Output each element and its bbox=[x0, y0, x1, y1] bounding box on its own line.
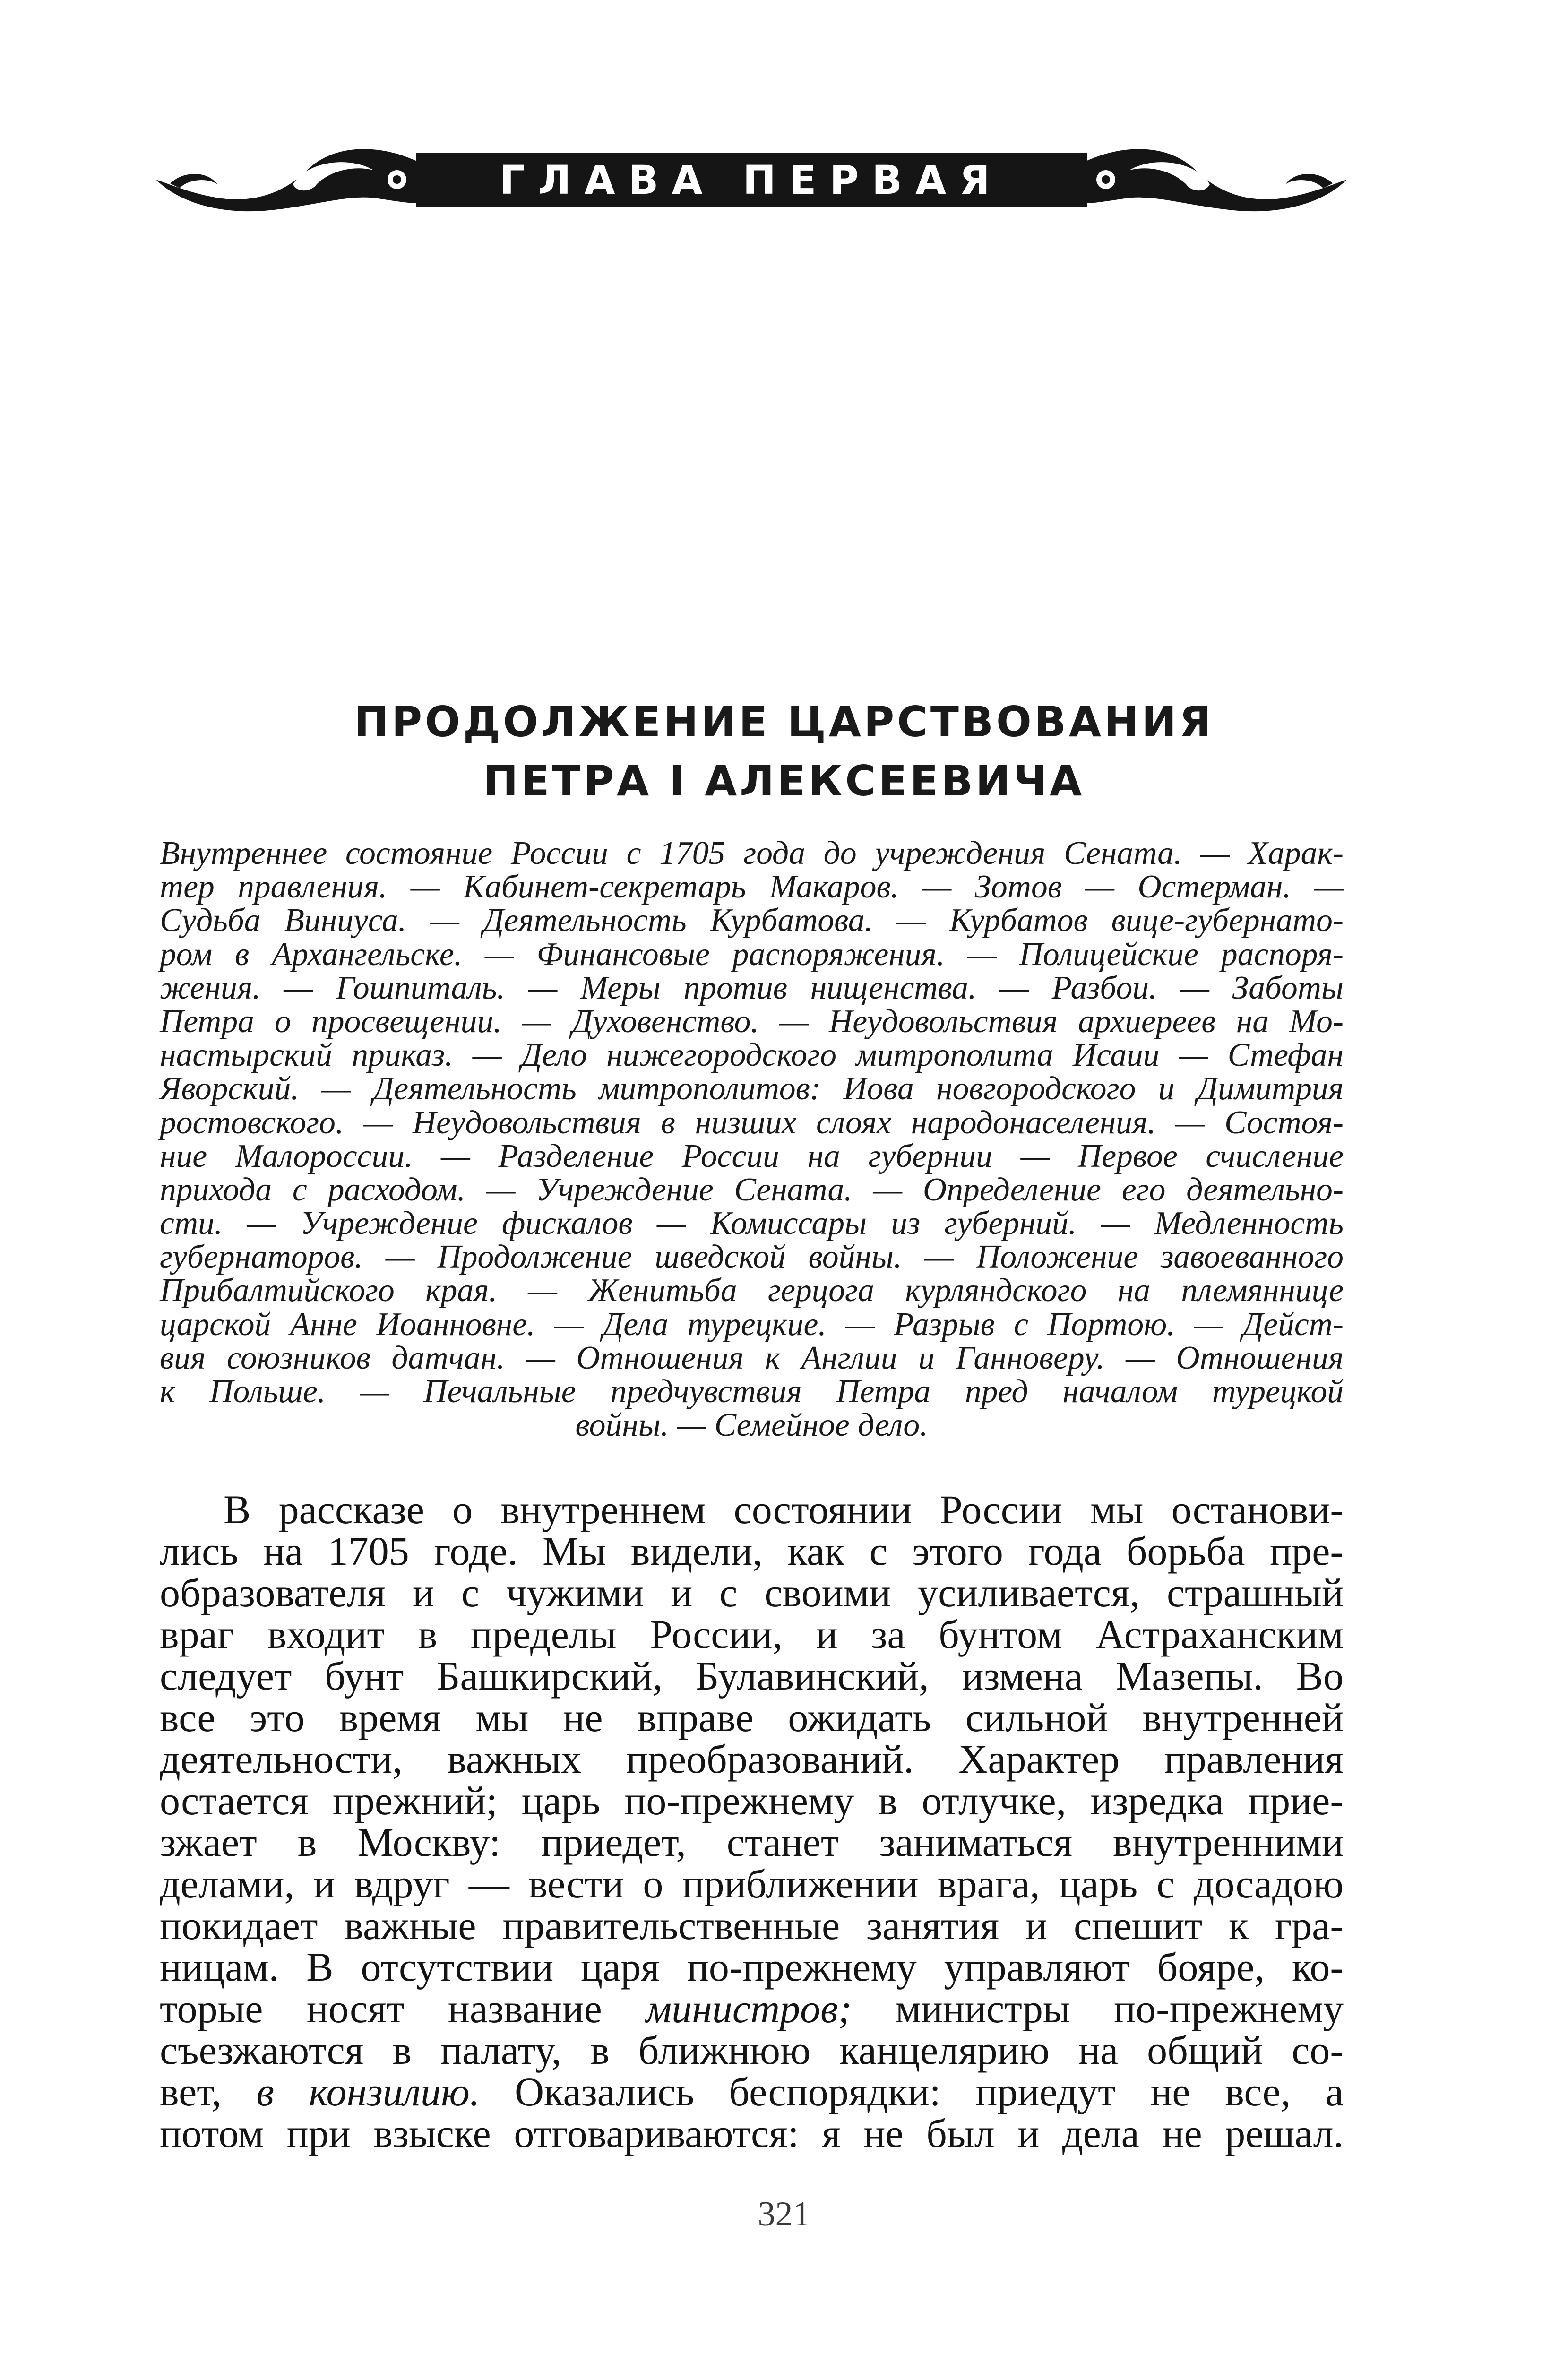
synopsis-line: Прибалтийского края. — Женитьба герцога курляндского на племяннице bbox=[160, 1272, 1344, 1309]
synopsis-line: ром в Архангельске. — Финансовые распоряжения. — Полицейские распоря- bbox=[160, 936, 1344, 973]
synopsis-line: Судьба Виниуса. — Деятельность Курбатова. — Курбатов вице-губернато- bbox=[160, 902, 1344, 939]
body-line: следует бунт Башкирский, Булавинский, измена Мазепы. Во bbox=[160, 1653, 1344, 1699]
body-line: образователя и с чужими и с своими усиливается, страшный bbox=[160, 1570, 1344, 1615]
body-paragraph bbox=[160, 1489, 1344, 2154]
synopsis-line: царской Анне Иоанновне. — Дела турецкие. — Разрыв с Портою. — Дейст- bbox=[160, 1306, 1344, 1343]
body-line: зжает в Москву: приедет, станет заниматься внутренними bbox=[160, 1820, 1344, 1865]
synopsis-line: войны. — Семейное дело. bbox=[575, 1407, 928, 1444]
synopsis-line: ростовского. — Неудовольствия в низших слоях народонаселения. — Состоя- bbox=[160, 1104, 1344, 1141]
synopsis-line: Петра о просвещении. — Духовенство. — Неудовольствия архиереев на Мо- bbox=[160, 1003, 1344, 1040]
body-text-run: торые носят название bbox=[160, 1986, 646, 2031]
body-text-run: вет, bbox=[160, 2069, 257, 2114]
body-line bbox=[160, 1988, 1344, 2029]
synopsis-line: Внутреннее состояние России с 1705 года до учреждения Сената. — Харак- bbox=[160, 835, 1344, 871]
chapter-title-line: ПЕТРА I АЛЕКСЕЕВИЧА bbox=[483, 757, 1085, 805]
chapter-title-line: ПРОДОЛЖЕНИЕ ЦАРСТВОВАНИЯ bbox=[353, 698, 1215, 746]
synopsis-line: вия союзников датчан. — Отношения к Англии и Ганноверу. — Отношения bbox=[160, 1339, 1344, 1376]
body-line: В рассказе о внутреннем состоянии России мы останови- bbox=[224, 1487, 1344, 1532]
chapter-heading: ГЛАВА ПЕРВАЯ bbox=[500, 157, 1003, 203]
body-line: лись на 1705 годе. Мы видели, как с этого года борьба пре- bbox=[160, 1528, 1344, 1574]
body-line: покидает важные правительственные занятия и спешит к гра- bbox=[160, 1903, 1344, 1948]
body-text-run: Оказались беспорядки: приедут не все, а bbox=[480, 2069, 1344, 2114]
body-line: враг входит в пределы России, и за бунтом Астраханским bbox=[160, 1612, 1344, 1657]
chapter-title bbox=[0, 692, 1568, 811]
synopsis-line: тер правления. — Кабинет-секретарь Макаров. — Зотов — Остерман. — bbox=[160, 869, 1344, 906]
body-line: делами, и вдруг — вести о приближении врага, царь с досадою bbox=[160, 1861, 1344, 1906]
body-line: деятельности, важных преобразований. Характер правления bbox=[160, 1736, 1344, 1782]
synopsis-line: губернаторов. — Продолжение шведской войны. — Положение завоеванного bbox=[160, 1239, 1344, 1276]
body-line bbox=[160, 2071, 1344, 2113]
synopsis-line: ние Малороссии. — Разделение России на губернии — Первое счисление bbox=[160, 1138, 1344, 1174]
synopsis-line: прихода с расходом. — Учреждение Сената. — Определение его деятельно- bbox=[160, 1171, 1344, 1208]
page-number: 321 bbox=[758, 2195, 810, 2234]
body-line: съезжаются в палату, в ближнюю канцелярию на общий со- bbox=[160, 2027, 1344, 2073]
chapter-synopsis bbox=[160, 837, 1344, 1442]
synopsis-line: сти. — Учреждение фискалов — Комиссары из губерний. — Медленность bbox=[160, 1205, 1344, 1242]
body-line: все это время мы не вправе ожидать сильной внутренней bbox=[160, 1695, 1344, 1740]
chapter-banner bbox=[151, 132, 1352, 227]
emphasized-term: министров; bbox=[646, 1986, 852, 2031]
synopsis-line: настырский приказ. — Дело нижегородского митрополита Исаии — Стефан bbox=[160, 1037, 1344, 1074]
body-line: ницам. В отсутствии царя по-прежнему управляют бояре, ко- bbox=[160, 1944, 1344, 1990]
synopsis-line: Яворский. — Деятельность митрополитов: Иова новгородского и Димитрия bbox=[160, 1070, 1344, 1107]
emphasized-term: в конзилию. bbox=[256, 2069, 480, 2114]
synopsis-line: к Польше. — Печальные предчувствия Петра пред началом турецкой bbox=[160, 1373, 1344, 1410]
synopsis-line: жения. — Гошпиталь. — Меры против нищенства. — Разбои. — Заботы bbox=[160, 969, 1344, 1006]
body-line: остается прежний; царь по-прежнему в отлучке, изредка прие- bbox=[160, 1778, 1344, 1823]
body-line: потом при взыске отговариваются: я не был и дела не решал. bbox=[160, 2111, 1344, 2156]
body-text-run: министры по-прежнему bbox=[852, 1986, 1344, 2031]
